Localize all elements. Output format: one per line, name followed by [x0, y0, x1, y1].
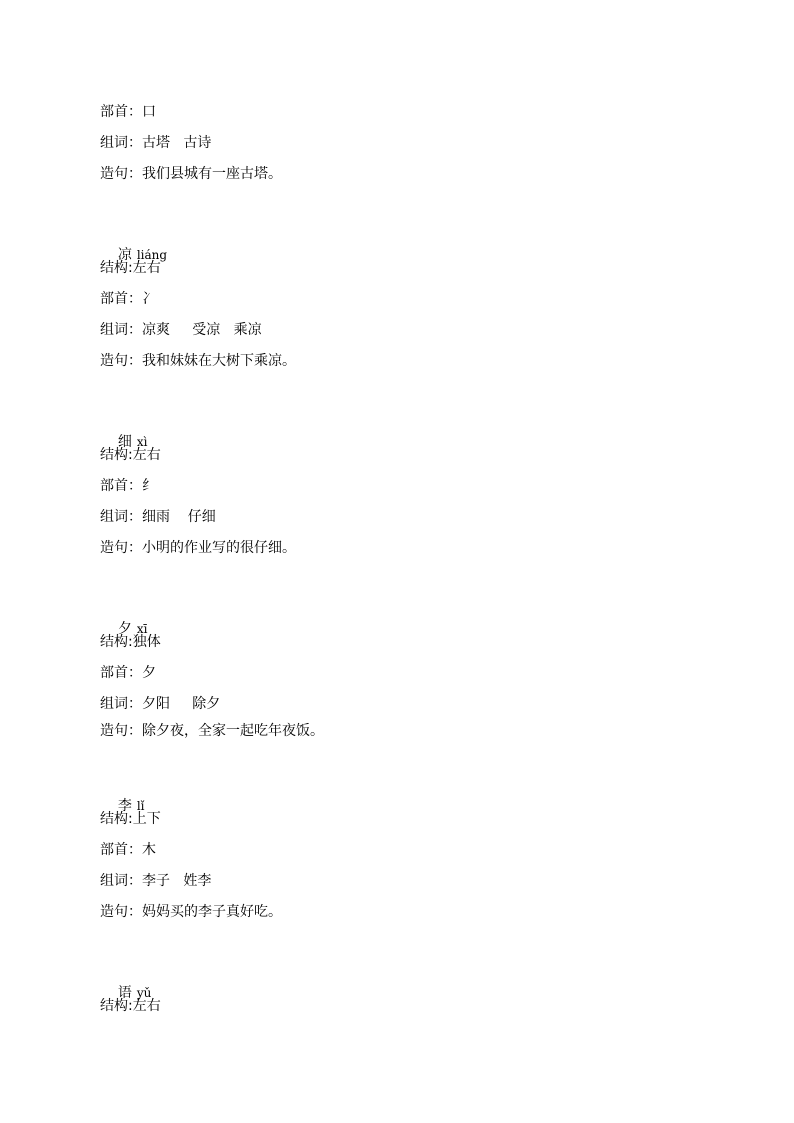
words-line: 组词：凉爽 受凉 乘凉 [100, 322, 262, 338]
pinyin: yǔ [136, 986, 152, 1000]
pinyin: xī [136, 622, 148, 636]
radical-line: 部首：口 [100, 104, 156, 120]
sentence-line: 造句：妈妈买的李子真好吃。 [100, 904, 282, 920]
words-line: 组词：夕阳 除夕 [100, 696, 221, 712]
sentence-line: 造句：我和妹妹在大树下乘凉。 [100, 353, 296, 369]
character: 语 [117, 985, 132, 1001]
words-line: 组词：细雨 仔细 [100, 509, 216, 525]
words-line: 组词：古塔 古诗 [100, 135, 212, 151]
radical-line: 部首：夕 [100, 665, 156, 681]
structure-line: 结构:左右 [100, 447, 161, 463]
character: 细 [117, 434, 132, 450]
words-line: 组词：李子 姓李 [100, 873, 212, 889]
character: 夕 [117, 621, 132, 637]
structure-line: 结构:左右 [100, 260, 161, 276]
pinyin: lǐ [136, 799, 145, 813]
structure-line: 结构:上下 [100, 811, 161, 827]
pinyin: xì [136, 435, 148, 449]
sentence-line: 造句：小明的作业写的很仔细。 [100, 540, 296, 556]
character: 凉 [117, 247, 132, 263]
structure-line: 结构:左右 [100, 998, 161, 1014]
sentence-line: 造句：除夕夜，全家一起吃年夜饭。 [100, 723, 324, 739]
sentence-line: 造句：我们县城有一座古塔。 [100, 166, 282, 182]
structure-line: 结构:独体 [100, 634, 161, 650]
radical-line: 部首：纟 [100, 478, 156, 494]
pinyin: liáng [136, 248, 168, 262]
radical-line: 部首：冫 [100, 291, 156, 307]
radical-line: 部首：木 [100, 842, 156, 858]
character: 李 [117, 798, 132, 814]
